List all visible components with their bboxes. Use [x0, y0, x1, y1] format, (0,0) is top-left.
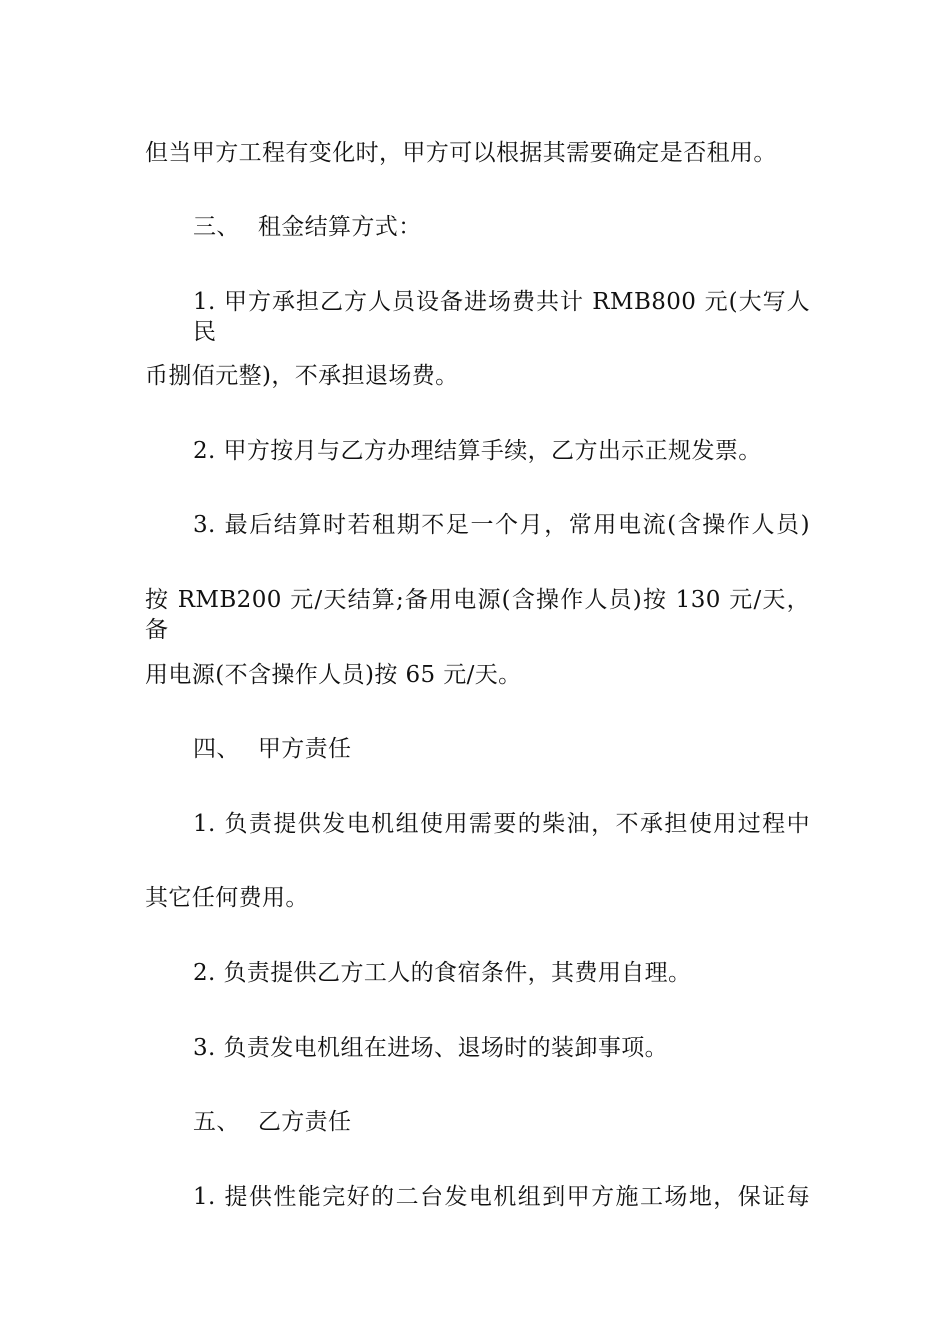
paragraph-line: 但当甲方工程有变化时，甲方可以根据其需要确定是否租用。: [145, 140, 777, 166]
paragraph-line: 按 RMB200 元/天结算;备用电源(含操作人员)按 130 元/天，备: [145, 587, 810, 643]
paragraph-line: 3. 负责发电机组在进场、退场时的装卸事项。: [193, 1035, 669, 1061]
section-number: 五、: [193, 1109, 240, 1135]
paragraph-line: 2. 甲方按月与乙方办理结算手续，乙方出示正规发票。: [193, 438, 762, 464]
paragraph-line: 1. 负责提供发电机组使用需要的柴油，不承担使用过程中: [193, 811, 810, 837]
section-number: 三、: [193, 214, 240, 240]
paragraph-line: 其它任何费用。: [145, 885, 309, 911]
section-title: 甲方责任: [257, 736, 352, 762]
paragraph-line: 用电源(不含操作人员)按 65 元/天。: [145, 662, 522, 688]
section-heading-3: [193, 212, 858, 242]
paragraph-line: 币捌佰元整)，不承担退场费。: [145, 363, 459, 389]
section-title: 乙方责任: [257, 1109, 352, 1135]
section-heading-5: [193, 1107, 858, 1137]
paragraph-line: 1. 甲方承担乙方人员设备进场费共计 RMB800 元(大写人民: [193, 289, 810, 345]
section-number: 四、: [193, 736, 240, 762]
paragraph-line: 3. 最后结算时若租期不足一个月，常用电流(含操作人员): [193, 512, 810, 538]
section-heading-4: [193, 734, 858, 764]
section-title: 租金结算方式：: [257, 214, 422, 240]
paragraph-line: 1. 提供性能完好的二台发电机组到甲方施工场地，保证每: [193, 1184, 810, 1210]
paragraph-line: 2. 负责提供乙方工人的食宿条件，其费用自理。: [193, 960, 692, 986]
